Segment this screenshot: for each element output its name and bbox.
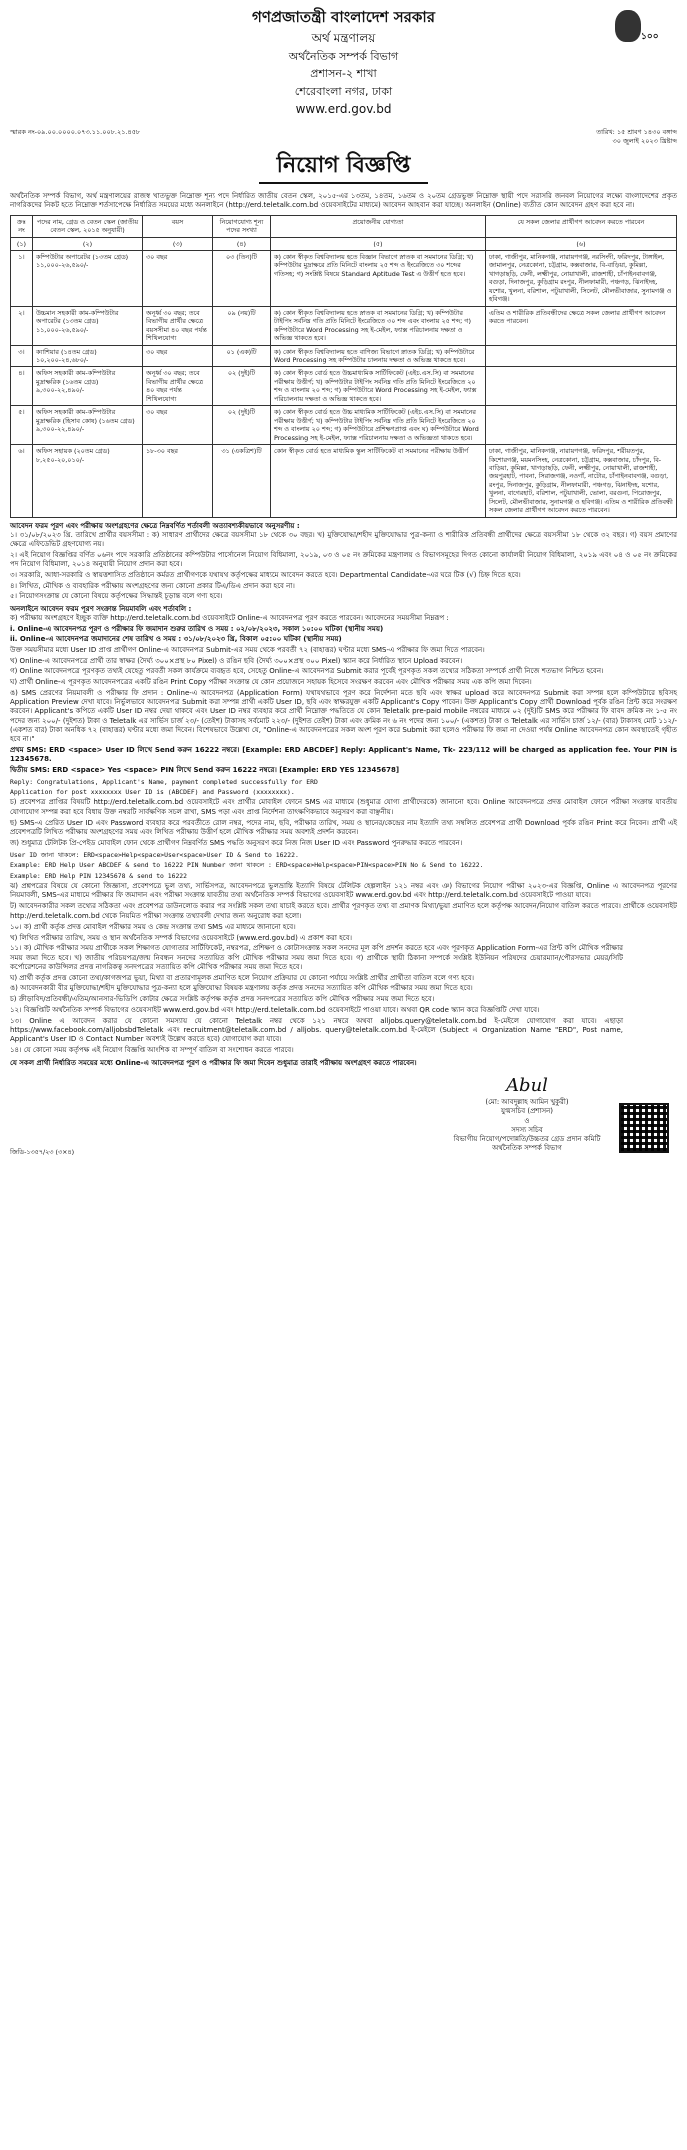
notice-title-wrap bbox=[10, 149, 677, 184]
list-item: ঙ) আবেদনকারী বীর মুক্তিযোদ্ধা/শহীদ মুক্তিযোদ্ধার পুত্র-কন্যা হলে মুক্তিযোদ্ধা বিষয়ক মন্ত্রণালয় কর্তৃক প্রদত্ত সনদের সত্যায়িত কপি মৌখিক পরীক্ষার সময় জমা দিতে হবে। bbox=[10, 984, 473, 993]
col-header: যে সকল জেলার প্রার্থীগণ আবেদন করতে পারবেন bbox=[486, 215, 677, 237]
list-item: ১০। ক) প্রার্থী কর্তৃক প্রদত্ত মোবাইল পরীক্ষার সময় ও কেন্দ্র সংক্রান্ত তথ্য SMS এর মাধ্যমে জানানো হবে। bbox=[10, 922, 296, 931]
table-row bbox=[11, 445, 677, 518]
list-item: ঙ) SMS প্রেরণের নিয়মাবলী ও পরীক্ষার ফি প্রদান : Online-এ আবেদনপত্র (Application Form) যথাযথভাবে পূরণ করে নির্দেশনা মতে ছবি এবং স্বাক্ষর upload করে আবেদনপত্র Submit করা সম্পন্ন হলে কম্পিউটারে ছবিসহ Application Preview দেখা যাবে। নির্ভুলভাবে আবেদনপত্র Submit করা সম্পন্ন প্রার্থী একটি User ID, ছবি এবং স্বাক্ষরযুক্ত একটি Applicant's Copy পাবেন। উক্ত Applicant's Copy প্রার্থী Download পূর্বক রঙিন প্রিন্ট করে সংরক্ষণ করবেন। Applicant's কপিতে একটি User ID নম্বর দেয়া থাকবে এবং User ID নম্বর ব্যবহার করে প্রার্থী নিম্নোক্ত পদ্ধতিতে যে কোন Teletalk pre-paid mobile নম্বরের মাধ্যমে ০২ (দুই)টি SMS করে পরীক্ষার ফি বাবদ ক্রমিক নং ১-৫ নং পদের জন্য ২০০/- (দুইশত) টাকা ও Teletalk এর সার্ভিস চার্জ ২৩/- (তেইশ) টাকাসহ সর্বমোট ২২৩/- (দুইশত তেইশ) টাকা এবং ক্রমিক নং ৬ নং পদের জন্য ১০০/- (একশত) টাকা ও Teletalk এর সার্ভিস চার্জ ১২/- (বার) টাকাসহ মোট ১১২/- (একশত বার) টাকা অনধিক ৭২ (বাহাত্তর) ঘণ্টার মধ্যে জমা দিবেন। বিশেষভাবে উল্লেখ্য যে, "Online-এ আবেদনপত্রের সকল অংশ পূরণ করে Submit করা হলেও পরীক্ষার ফি জমা না দেওয়া পর্যন্ত Online আবেদনপত্র কোন অবস্থাতেই গৃহীত হবে না।" bbox=[10, 688, 677, 744]
table-cell-districts bbox=[486, 345, 677, 367]
list-item: গ) Online আবেদনপত্রে পূরণকৃত তথ্যই যেহেতু পরবর্তী সকল কার্যক্রমে ব্যবহৃত হবে, সেহেতু Online-এ আবেদনপত্র Submit করার পূর্বেই পূরণকৃত সকল তথ্যের সঠিকতা সম্পর্কে প্রার্থী নিজে শতভাগ নিশ্চিত হবেন। bbox=[10, 667, 604, 676]
table-cell-count: ০৯ (নয়)টি bbox=[213, 306, 271, 345]
table-cell-count: ৩১ (একত্রিশ)টি bbox=[213, 445, 271, 518]
extra-rules-list bbox=[10, 923, 677, 1055]
footer-code: জিডি-১৩৫৭/২৩ (৩×৪) bbox=[10, 1148, 75, 1157]
table-row bbox=[11, 306, 677, 345]
table-cell-post: কম্পিউটার অপারেটর (১৩তম গ্রেড) ১১,০০০-২৬,৫৯০/- bbox=[33, 251, 143, 307]
date-label: তারিখ: bbox=[596, 128, 615, 136]
col-number: (৩) bbox=[143, 237, 213, 250]
list-item: ১১। ক) মৌখিক পরীক্ষার সময় প্রার্থীকে সকল শিক্ষাগত যোগ্যতার সার্টিফিকেট, নম্বরপত্র, প্রশিক্ষণ ও কোটাসংক্রান্ত সকল সনদের মূল কপি প্রদর্শন করতে হবে এবং পূরণকৃত Application Form-এর প্রিন্ট কপি মৌখিক পরীক্ষার সময় জমা দিতে হবে। খ) জাতীয় পরিচয়পত্র/জন্ম নিবন্ধন সনদের সত্যায়িত কপি মৌখিক পরীক্ষার সময় জমা দিতে হবে। গ) প্রার্থীকে স্থায়ী ঠিকানা সম্পর্কে সংশ্লিষ্ট ইউনিয়ন পরিষদের চেয়ারম্যান/পৌরসভার মেয়র/সিটি কর্পোরেশনের কাউন্সিলর প্রদত্ত নাগরিকত্ব সনদপত্রের সত্যায়িত কপি মৌখিক পরীক্ষার সময় জমা দিতে হবে। bbox=[10, 944, 623, 971]
list-item: উক্ত সময়সীমার মধ্যে User ID প্রাপ্ত প্রার্থীগণ Online-এ আবেদনপত্র Submit-এর সময় থেকে পরবর্তী ৭২ (বাহাত্তর) ঘণ্টার মধ্যে SMS-এ পরীক্ষার ফি জমা দিতে পারবেন। bbox=[10, 646, 485, 655]
date-bn: ১৫ শ্রাবণ ১৪৩০ বঙ্গাব্দ bbox=[616, 128, 677, 136]
table-cell-districts: ঢাকা, গাজীপুর, মানিকগঞ্জ, নারায়ণগঞ্জ, ফরিদপুর, শরীয়তপুর, কিশোরগঞ্জ, ময়মনসিংহ, নেত্রকোনা, চট্টগ্রাম, কক্সবাজার, চাঁদপুর, বি-বাড়িয়া, কুমিল্লা, খাগড়াছড়ি, ফেনী, লক্ষ্মীপুর, নোয়াখালী, রাজশাহী, জয়পুরহাট, পাবনা, সিরাজগঞ্জ, নওগাঁ, নাটোর, চাঁপাইনবাবগঞ্জ, বগুড়া, রংপুর, দিনাজপুর, কুড়িগ্রাম, নীলফামারী, পঞ্চগড়, ঝিনাইদহ, যশোর, খুলনা, বাগেরহাট, বরিশাল, পটুয়াখালী, ভোলা, বরগুনা, পিরোজপুর, সিলেট, মৌলভীবাজার, সুনামগঞ্জ ও হবিগঞ্জ। এতিম ও শারীরিক প্রতিবন্ধী সকল জেলার প্রার্থীগণ আবেদন করতে পারবেন। bbox=[486, 445, 677, 518]
table-cell-count: ০১ (এক)টি bbox=[213, 345, 271, 367]
conditions-title: আবেদন ফরম পূরণ এবং পরীক্ষায় অংশগ্রহণের ক্ষেত্রে নিম্নবর্ণিত শর্তাবলী অত্যাবশ্যকীয়ভাবে অনুসরণীয় : bbox=[10, 521, 300, 530]
list-item: ii. Online-এ আবেদনপত্র জমাদানের শেষ তারিখ ও সময় : ৩১/০৮/২০২৩ খ্রি, বিকাল ০৫:০০ ঘটিকা (স্থানীয় সময়) bbox=[10, 635, 342, 644]
sms-second: দ্বিতীয় SMS: ERD <space> Yes <space> PIN লিখে Send করুন 16222 নম্বরে। [Example: ERD YES 12345678] bbox=[10, 766, 400, 775]
list-item: ১। ৩১/০৮/২০২৩ খ্রি. তারিখে প্রার্থীর বয়সসীমা : ক) সাধারণ প্রার্থীদের ক্ষেত্রে বয়সসীমা ১৮ থেকে ৩০ বছর। খ) মুক্তিযোদ্ধা/শহীদ মুক্তিযোদ্ধার পুত্র-কন্যা ও শারীরিক প্রতিবন্ধী প্রার্থীদের ক্ষেত্রে বয়সসীমা ১৮ থেকে ৩২ বছর। গ) বয়স প্রমাণের ক্ষেত্রে এফিডেভিট গ্রহণযোগ্য নয়। bbox=[10, 530, 677, 549]
sms-note: চ) প্রবেশপত্র প্রাপ্তির বিষয়টি http://erd.teletalk.com.bd ওয়েবসাইটে এবং প্রার্থীর মোবাইল ফোনে SMS এর মাধ্যমে (শুধুমাত্র যোগ্য প্রার্থীদেরকে) জানানো হবে। Online আবেদনপত্রে প্রদত্ত মোবাইল ফোনে পরীক্ষা সংক্রান্ত যাবতীয় যোগাযোগ সম্পন্ন করা হবে বিধায় উক্ত নম্বরটি সার্বক্ষণিক সচল রাখা, SMS পড়া এবং প্রাপ্ত নির্দেশনা তাৎক্ষণিকভাবে অনুসরণ করা বাঞ্ছনীয়। bbox=[10, 798, 677, 816]
col-number: (১) bbox=[11, 237, 33, 250]
list-item: ৩। সরকারি, আধা-সরকারি ও স্বায়ত্তশাসিত প্রতিষ্ঠানে কর্মরত প্রার্থীগণকে যথাযথ কর্তৃপক্ষের মাধ্যমে আবেদন করতে হবে। Departmental Candidate-এর ঘরে টিক (√) চিহ্ন দিতে হবে। bbox=[10, 570, 521, 579]
logo-text: ১০০ bbox=[641, 32, 659, 42]
table-cell-sl: ১। bbox=[11, 251, 33, 307]
sms-note: জ) শুধুমাত্র টেলিটক প্রি-পেইড মোবাইল ফোন থেকে প্রার্থীগণ নিম্নবর্ণিত SMS পদ্ধতি অনুসরণ করে নিজ নিজ User ID এবং Password পুনরুদ্ধার করতে পারবেন। bbox=[10, 839, 463, 848]
sms-note: ঝ) প্রশ্নপত্রের বিষয়ে যে কোনো জিজ্ঞাসা, প্রবেশপত্রে ভুল তথ্য, সার্ভিসপত্র, আবেদনপত্রে ভুলভ্রান্তি ইত্যাদি বিষয়ে টেলিটক হেল্পলাইন ১২১ নম্বর এবং ঞ) বিভাগের নিয়োগ পরীক্ষা ২০২৩-এর বিজ্ঞপ্তি, Online এ আবেদনপত্র পূরণের নিয়মাবলী, SMS-এর মাধ্যমে পরীক্ষার ফি জমাদান এবং পরীক্ষা সংক্রান্ত যাবতীয় তথ্য অর্থনৈতিক সম্পর্ক বিভাগের ওয়েবসাইট www.erd.gov.bd এবং http://erd.teletalk.com.bd ওয়েবসাইটে পাওয়া যাবে। bbox=[10, 882, 677, 900]
signatory-designation: অর্থনৈতিক সম্পর্ক বিভাগ bbox=[492, 1144, 562, 1153]
conditions-list bbox=[10, 531, 677, 602]
table-row bbox=[11, 345, 677, 367]
table-cell-count: ০২ (দুই)টি bbox=[213, 406, 271, 445]
memo-ref: স্মারক নং-০৯.০০.০০০০.০৭৩.১১.০০৮.২১.৪৫৮ bbox=[10, 128, 141, 136]
table-cell-qual: ক) কোন স্বীকৃত বোর্ড হতে উচ্চমাধ্যমিক সার্টিফিকেট (এইচ.এস.সি) বা সমমানের পরীক্ষায় উত্তীর্ণ; খ) কম্পিউটার টাইপিং সর্বনিম্ন গতি প্রতি মিনিটে ইংরেজিতে ২০ শব্দ ও বাংলায় ২০ শব্দ; গ) কম্পিউটারে Word Processing সহ ই-মেইল, ফ্যাক্স পরিচালনায় দক্ষতা ও অভিজ্ঞ থাকতে হবে। bbox=[271, 367, 486, 406]
col-header: ক্রঃ নং bbox=[11, 215, 33, 237]
col-number: (২) bbox=[33, 237, 143, 250]
table-cell-districts: এতিম ও শারীরিক প্রতিবন্ধীদের ক্ষেত্রে সকল জেলার প্রার্থীগণ আবেদন করতে পারবেন। bbox=[486, 306, 677, 345]
division-name: অর্থনৈতিক সম্পর্ক বিভাগ bbox=[288, 49, 399, 63]
signatory-designation: সদস্য সচিব bbox=[511, 1125, 543, 1134]
table-cell-qual: ক) কোন স্বীকৃত বিশ্ববিদ্যালয় হতে বাণিজ্য বিভাগে স্নাতক ডিগ্রি; খ) কম্পিউটারে Word Processing সহ কম্পিউটার চালনায় দক্ষতা ও অভিজ্ঞ থাকতে হবে। bbox=[271, 345, 486, 367]
table-cell-post: উচ্চমান সহকারী কাম-কম্পিউটার অপারেটর (১৩তম গ্রেড) ১১,০০০-২৬,৫৯০/- bbox=[33, 306, 143, 345]
col-number: (৫) bbox=[271, 237, 486, 250]
list-item: খ) লিখিত পরীক্ষার তারিখ, সময় ও স্থান অর্থনৈতিক সম্পর্ক বিভাগের ওয়েবসাইটে (www.erd.gov.bd) এ প্রকাশ করা হবে। bbox=[10, 933, 352, 942]
online-title: অনলাইনে আবেদন ফরম পূরণ সংক্রান্ত নিয়মাবলি এবং শর্তাবলি : bbox=[10, 604, 192, 613]
signatory-designation: ও bbox=[524, 1116, 530, 1125]
table-cell-post: অফিস সহকারী কাম-কম্পিউটার মুদ্রাক্ষরিক (১৬তম গ্রেড) ৯,৩০০-২২,৪৯০/- bbox=[33, 367, 143, 406]
sms-note: ছ) SMS-এ প্রেরিত User ID এবং Password ব্যবহার করে পরবর্তীতে রোল নম্বর, পদের নাম, ছবি, পরীক্ষার তারিখ, সময় ও স্থানের/কেন্দ্রের নাম ইত্যাদি তথ্য সম্বলিত প্রবেশপত্র প্রার্থী Download পূর্বক রঙিন Print করে নিবেন। প্রার্থী এই প্রবেশপত্রটি লিখিত পরীক্ষায় অংশগ্রহণের সময় এবং লিখিত পরীক্ষায় উত্তীর্ণ হলে মৌখিক পরীক্ষার সময় অবশ্যই প্রদর্শন করবেন। bbox=[10, 818, 677, 837]
table-cell-age: ১৮-৩০ বছর bbox=[143, 445, 213, 518]
table-row bbox=[11, 367, 677, 406]
col-number: (৪) bbox=[213, 237, 271, 250]
sms-recover: Example: ERD Help User ABCDEF & send to 16222 PIN Number জানা থাকলে : ERD<space>Help<space>PIN<space>PIN No & Send to 16222. bbox=[10, 861, 484, 870]
table-cell-count: ০৩ (তিন)টি bbox=[213, 251, 271, 307]
col-header: প্রয়োজনীয় যোগ্যতা bbox=[271, 215, 486, 237]
signatory-name: (মো: আবদুল্লাহ আমিন খুকুরী) bbox=[485, 1098, 569, 1107]
col-header: বয়স bbox=[143, 215, 213, 237]
memo-line bbox=[10, 128, 677, 145]
letterhead bbox=[10, 8, 677, 126]
table-cell-age: অনূর্ধ্ব ৩০ বছর; তবে বিভাগীয় প্রার্থীর ক্ষেত্রে ৪০ বছর পর্যন্ত শিথিলযোগ্য bbox=[143, 367, 213, 406]
table-cell-districts bbox=[486, 367, 677, 406]
signatory-designation: যুগ্মসচিব (প্রশাসন) bbox=[500, 1107, 554, 1116]
online-rules-list bbox=[10, 614, 677, 745]
list-item: খ) Online-এ আবেদনপত্রে প্রার্থী তার স্বাক্ষর (দৈর্ঘ্য ৩০০×প্রস্থ ৮০ Pixel) ও রঙিন ছবি (দৈর্ঘ্য ৩০০×প্রস্থ ৩০০ Pixel) স্ক্যান করে নির্ধারিত স্থানে Upload করবেন। bbox=[10, 656, 463, 665]
table-cell-qual: ক) কোন স্বীকৃত বিশ্ববিদ্যালয় হতে স্নাতক বা সমমানের ডিগ্রি; খ) কম্পিউটার টাইপিং সর্বনিম্ন গতি প্রতি মিনিটে ইংরেজিতে ৩০ শব্দ এবং বাংলায় ২৫ শব্দ; গ) কম্পিউটারে Word Processing সহ ই-মেইল, ফ্যাক্স পরিচালনায় দক্ষতা ও অভিজ্ঞ থাকতে হবে। bbox=[271, 306, 486, 345]
list-item: ক) পরীক্ষায় অংশগ্রহণে ইচ্ছুক ব্যক্তি http://erd.teletalk.com.bd ওয়েবসাইটে Online-এ আবেদনপত্র পূরণ করতে পারবেন। আবেদনের সময়সীমা নিম্নরূপ : bbox=[10, 613, 449, 622]
table-cell-age: অনূর্ধ্ব ৩০ বছর; তবে বিভাগীয় প্রার্থীর ক্ষেত্রে বয়সসীমা ৪০ বছর পর্যন্ত শিথিলযোগ্য bbox=[143, 306, 213, 345]
list-item: ৫। নিয়োগসংক্রান্ত যে কোনো বিষয়ে কর্তৃপক্ষের সিদ্ধান্তই চূড়ান্ত বলে গণ্য হবে। bbox=[10, 592, 223, 601]
notice-title: নিয়োগ বিজ্ঞপ্তি bbox=[259, 149, 429, 184]
table-cell-districts bbox=[486, 406, 677, 445]
list-item: i. Online-এ আবেদনপত্র পূরণ ও পরীক্ষার ফি জমাদান শুরুর তারিখ ও সময় : ০২/০৮/২০২৩, সকাল ১০:০০ ঘটিকা (স্থানীয় সময়) bbox=[10, 624, 384, 633]
list-item: ১৪। যে কোনো সময় কর্তৃপক্ষ এই নিয়োগ বিজ্ঞপ্তি আংশিক বা সম্পূর্ণ বাতিল বা সংশোধন করতে পারবে। bbox=[10, 1045, 294, 1054]
list-item: ১২। বিজ্ঞপ্তিটি অর্থনৈতিক সম্পর্ক বিভাগের ওয়েবসাইট www.erd.gov.bd এবং http://erd.teletalk.com.bd ওয়েবসাইটে পাওয়া যাবে। অথবা QR code স্ক্যান করে বিজ্ঞপ্তিটি দেখা যাবে। bbox=[10, 1005, 540, 1014]
closing-statement: যে সকল প্রার্থী নির্ধারিত সময়ের মধ্যে Online-এ আবেদনপত্র পূরণ ও পরীক্ষার ফি জমা দিবেন শুধুমাত্র তারাই পরীক্ষায় অংশগ্রহণ করতে পারবেন। bbox=[10, 1058, 417, 1067]
address: শেরেবাংলা নগর, ঢাকা bbox=[294, 84, 393, 98]
list-item: ঘ) প্রার্থী Online-এ পূরণকৃত আবেদনপত্রের একটি রঙিন Print Copy পরীক্ষা সংক্রান্ত যে কোন প্রয়োজনে সহায়ক হিসেবে সংরক্ষণ করবেন এবং মৌখিক পরীক্ষার সময় এক কপি জমা দিবেন। bbox=[10, 678, 532, 687]
branch-name: প্রশাসন-২ শাখা bbox=[310, 67, 377, 81]
sms-reply-1: Reply: Congratulations, Applicant's Name, payment completed successfully for ERD bbox=[10, 777, 318, 786]
sms-recover: User ID জানা থাকলে: ERD<space>Help<space>User<space>User ID & Send to 16222. bbox=[10, 850, 299, 859]
ministry-name: অর্থ মন্ত্রণালয় bbox=[311, 30, 376, 45]
list-item: ১৩। Online এ আবেদন করার যে কোনো সমস্যায় যে কোনো Teletalk নম্বর থেকে ১২১ নম্বরে অথবা alljobs.query@teletalk.com.bd ই-মেইলে যোগাযোগ করা যাবে। এছাড়া https://www.facebook.com/alljobsbdTeletalk এবং recruitment@teletalk.com.bd / alljobs. query@teletalk.com.bd ই-মেইলে (Subject এ Organization Name "ERD", Post name, Applicant's User ID ও Contact Number অবশ্যই উল্লেখ করতে হবে) যোগাযোগ করা যাবে। bbox=[10, 1016, 623, 1044]
table-cell-qual: কোন স্বীকৃত বোর্ড হতে মাধ্যমিক স্কুল সার্টিফিকেট বা সমমানের পরীক্ষায় উত্তীর্ণ bbox=[271, 445, 486, 518]
list-item: ৪। লিখিত, মৌখিক ও ব্যবহারিক পরীক্ষায় অংশগ্রহণের জন্য কোনো প্রকার টিএ/ডিএ প্রদান করা হবে না। bbox=[10, 581, 295, 590]
table-cell-post: অফিস সহায়ক (২০তম গ্রেড) ৮,২৫০-২০,০১০/- bbox=[33, 445, 143, 518]
sms-note: ট) আবেদনকারীর সকল তথ্যের সঠিকতা এবং প্রবেশপত্র ডাউনলোড করার পর সংশ্লিষ্ট সকল তথ্য যাচাই করতে হবে। প্রার্থীর পূরণকৃত তথ্য বা প্রমাণক মিথ্যা/ভুয়া প্রমাণিত হলে কর্তৃপক্ষ আবেদন/নিয়োগ বাতিল করতে পারবে। প্রার্থীকে ওয়েবসাইট http://erd.teletalk.com.bd থেকে নিয়মিত পরীক্ষা সংক্রান্ত তথ্যাবলী দেখার জন্য অনুরোধ করা হলো। bbox=[10, 902, 677, 920]
table-cell-count: ০২ (দুই)টি bbox=[213, 367, 271, 406]
govt-name: গণপ্রজাতন্ত্রী বাংলাদেশ সরকার bbox=[252, 8, 435, 26]
intro-paragraph: অর্থনৈতিক সম্পর্ক বিভাগ, অর্থ মন্ত্রণালয়ের রাজস্ব খাতভুক্ত নিম্নোক্ত শূন্য পদে নির্ধারিত জাতীয় বেতন স্কেল, ২০১৫-এর ১৩তম, ১৪তম, ১৬তম ও ২০তম গ্রেডভুক্ত নিম্নোক্ত স্থায়ী পদে সরাসরি জনবল নিয়োগের লক্ষ্যে বাংলাদেশের প্রকৃত নাগরিকদের নিকট হতে নিম্নোক্ত শর্তসাপেক্ষে নির্ধারিত সময়ের মধ্যে অনলাইনে (http://erd.teletalk.com.bd ওয়েবসাইটের মাধ্যমে) আবেদন আহবান করা যাচ্ছে। অনলাইন (Online) ব্যতীত কোন আবেদন গ্রহণ করা হবে না। bbox=[10, 192, 677, 210]
table-row bbox=[11, 406, 677, 445]
table-cell-sl: ৪। bbox=[11, 367, 33, 406]
table-cell-age: ৩০ বছর bbox=[143, 406, 213, 445]
col-number: (৬) bbox=[486, 237, 677, 250]
portrait-icon bbox=[615, 10, 641, 42]
vacancy-table bbox=[10, 215, 677, 518]
signatory-designation: বিভাগীয় নিয়োগ/পদোন্নতি/উচ্চতর গ্রেড প্রদান কমিটি bbox=[453, 1135, 601, 1144]
table-cell-sl: ৬। bbox=[11, 445, 33, 518]
table-cell-qual: ক) কোন স্বীকৃত বোর্ড হতে উচ্চ মাধ্যমিক সার্টিফিকেট (এইচ.এস.সি) বা সমমানের পরীক্ষায় উত্তীর্ণ; খ) কম্পিউটার টাইপিং সর্বনিম্ন গতি প্রতি মিনিটে ইংরেজিতে ২০ শব্দ ও বাংলায় ২০ শব্দ; গ) কম্পিউটারে প্রশিক্ষণপ্রাপ্ত এবং ঘ) কম্পিউটারে Word Processing সহ ই-মেইল, ফ্যাক্স পরিচালনায় দক্ষতা ও অভিজ্ঞতা থাকতে হবে। bbox=[271, 406, 486, 445]
col-header: নিয়োগযোগ্য শূন্য পদের সংখ্যা bbox=[213, 215, 271, 237]
table-cell-post: অফিস সহকারী কাম-কম্পিউটার মুদ্রাক্ষরিক (হিসাব কোষ) (১৬তম গ্রেড) ৯,৩০০-২২,৪৯০/- bbox=[33, 406, 143, 445]
table-cell-post: ক্যাশিয়ার (১৪তম গ্রেড) ১০,২০০-২৪,৬৮০/- bbox=[33, 345, 143, 367]
list-item: ঘ) প্রার্থী কর্তৃক প্রদত্ত কোনো তথ্য/কাগজপত্র ভুয়া, মিথ্যা বা প্রতারণামূলক প্রমাণিত হলে নিয়োগ প্রক্রিয়ার যে কোনো পর্যায়ে সংশ্লিষ্ট প্রার্থীর প্রার্থীতা বাতিল বলে গণ্য হবে। bbox=[10, 973, 474, 982]
table-cell-sl: ৫। bbox=[11, 406, 33, 445]
list-item: চ) ক্রীড়াবিদ/প্রতিবন্ধী/এতিম/আনসার-ভিডিপি কোটার ক্ষেত্রে সংশ্লিষ্ট কর্তৃপক্ষ কর্তৃক প্রদত্ত সনদপত্রের সত্যায়িত কপি মৌখিক পরীক্ষার সময় জমা দিতে হবে। bbox=[10, 995, 435, 1004]
list-item: ২। এই নিয়োগ বিজ্ঞপ্তির বর্ণিত ০৬নং পদে সরকারি প্রতিষ্ঠানের কম্পিউটার পার্সোনেল নিয়োগ বিধিমালা, ২০১৯, ০৩ ও ০৫ নং ক্রমিকের মন্ত্রণালয় ও বিভাগসমূহের দিগত কোনো কার্যালয়ী নিয়োগ বিধিমালা, ২০১৯ এবং ০৪ ও ০৫ নং ক্রমিকের পদ নিয়োগ বিধিমালা, ২০১৪ অনুযায়ী নিয়োগ প্রদান করা হবে। bbox=[10, 550, 677, 569]
table-cell-districts: ঢাকা, গাজীপুর, মানিকগঞ্জ, নারায়ণগঞ্জ, নরসিংদী, ফরিদপুর, টাঙ্গাইল, জামালপুর, নেত্রকোনা, চট্টগ্রাম, কক্সবাজার, বি-বাড়িয়া, কুমিল্লা, খাগড়াছড়ি, ফেনী, লক্ষ্মীপুর, নোয়াখালী, রাজশাহী, চাঁপাইনবাবগঞ্জ, বগুড়া, দিনাজপুর, কুড়িগ্রাম রংপুর, নীলফামারী, পঞ্চগড়, ঝিনাইদহ, যশোর, খুলনা, বরিশাল, পটুয়াখালী, সিলেট, মৌলভীবাজার, সুনামগঞ্জ ও হবিগঞ্জ। bbox=[486, 251, 677, 307]
date-en: ৩০ জুলাই ২০২৩ খ্রিষ্টাব্দ bbox=[612, 136, 677, 145]
signature-image: Abul bbox=[506, 1075, 548, 1097]
table-header-row bbox=[11, 215, 677, 237]
table-cell-qual: ক) কোন স্বীকৃত বিশ্ববিদ্যালয় হতে বিজ্ঞান বিভাগে স্নাতক বা সমমানের ডিগ্রি; খ) কম্পিউটার মুদ্রাক্ষরে প্রতি মিনিটে বাংলায় ২৫ শব্দ ও ইংরেজিতে ৩০ শব্দের গতিসহ; গ) সংশ্লিষ্ট বিষয়ে Standard Aptitude Test এ উত্তীর্ণ হতে হবে। bbox=[271, 251, 486, 307]
sms-first: প্রথম SMS: ERD <space> User ID লিখে Send করুন 16222 নম্বরে। [Example: ERD ABCDEF] Reply: Applicant's Name, Tk- 223/112 will be charged as application fee. Your PIN is 12345678. bbox=[10, 745, 677, 764]
mujib-100-logo bbox=[611, 8, 671, 64]
sms-reply-2: Application for post xxxxxxxx User ID is (ABCDEF) and Password (xxxxxxxx). bbox=[10, 788, 295, 797]
extra-rules-wrap bbox=[10, 923, 677, 1055]
website: www.erd.gov.bd bbox=[295, 102, 392, 117]
table-cell-sl: ৩। bbox=[11, 345, 33, 367]
table-cell-age: ৩০ বছর bbox=[143, 345, 213, 367]
table-cell-age: ৩০ বছর bbox=[143, 251, 213, 307]
col-header: পদের নাম, গ্রেড ও বেতন স্কেল (জাতীয় বেতন স্কেল, ২০১৫ অনুযায়ী) bbox=[33, 215, 143, 237]
table-cell-sl: ২। bbox=[11, 306, 33, 345]
memo-date bbox=[596, 128, 677, 145]
sms-recover: Example: ERD Help PIN 12345678 & send to 16222 bbox=[10, 871, 187, 880]
table-row bbox=[11, 251, 677, 307]
signatory bbox=[417, 1074, 637, 1153]
table-colnum-row bbox=[11, 237, 677, 250]
sms-instructions bbox=[10, 746, 677, 921]
